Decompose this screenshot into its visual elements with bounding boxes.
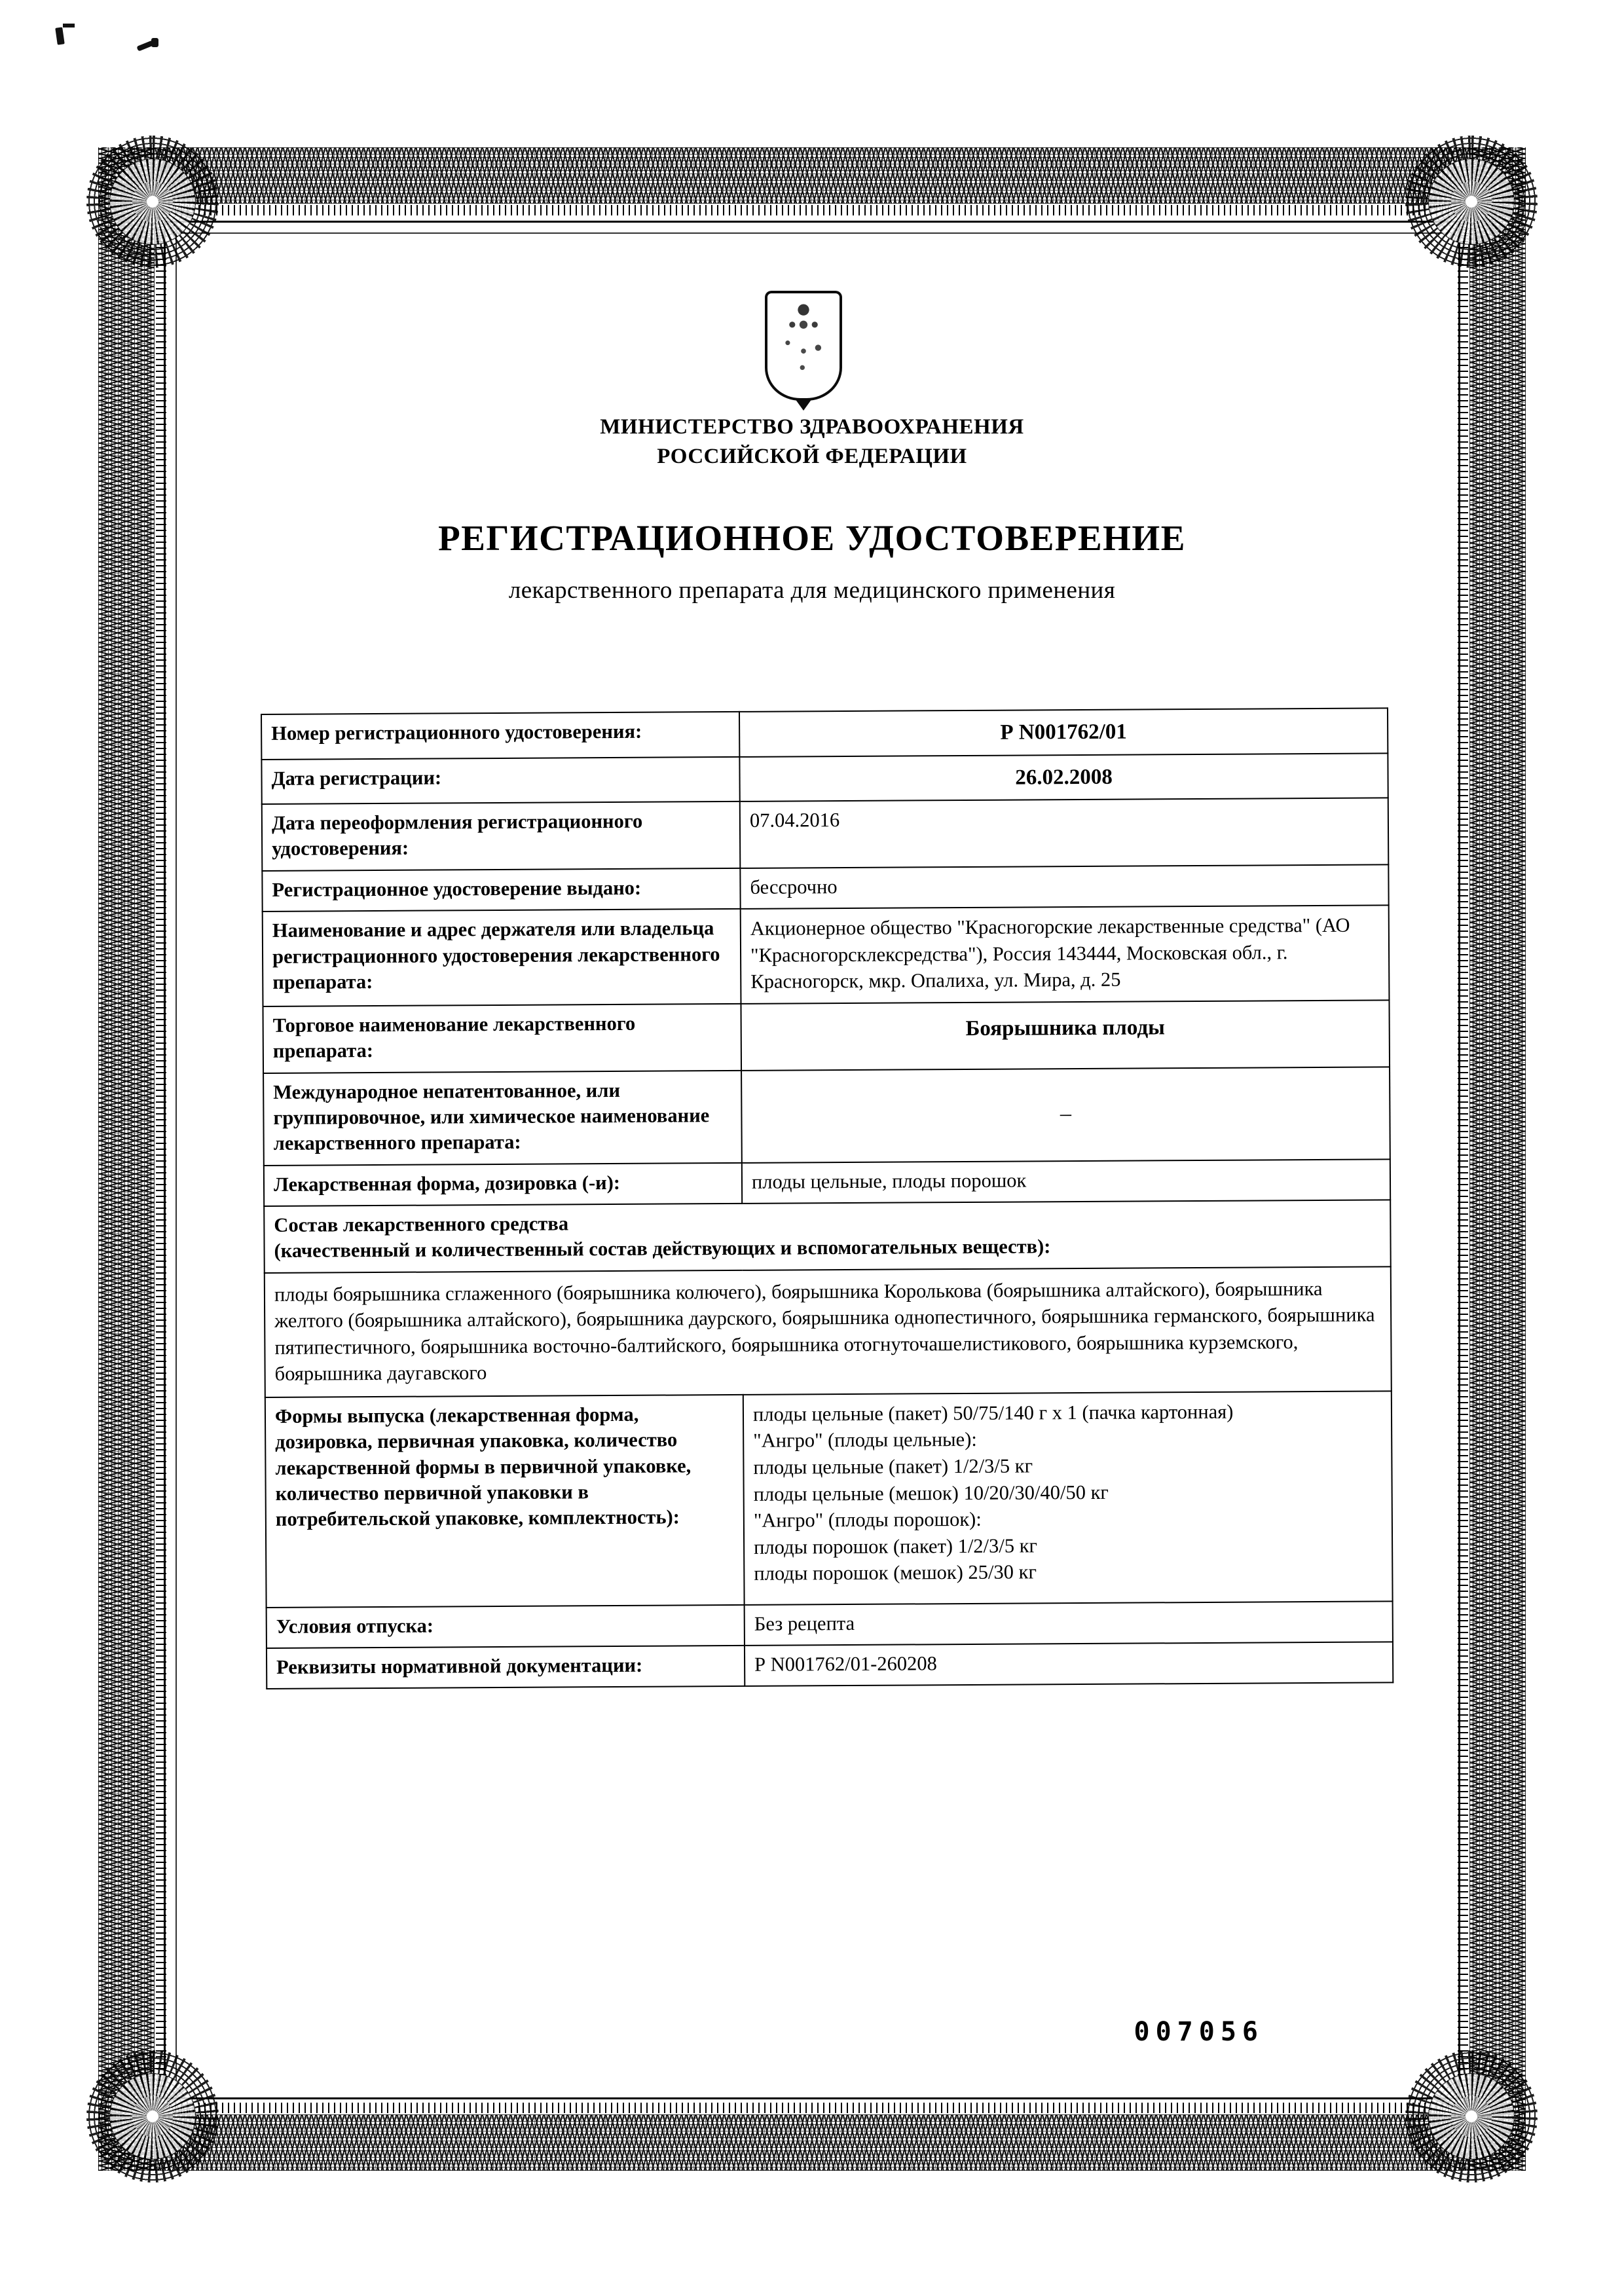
row-label-trade-name: Торговое наименование лекарственного препарата: xyxy=(263,1004,741,1073)
table-row-composition-header xyxy=(264,1200,1391,1272)
packaging-line: плоды цельные (мешок) 10/20/30/40/50 кг xyxy=(753,1481,1109,1505)
packaging-line: плоды порошок (пакет) 1/2/3/5 кг xyxy=(754,1534,1038,1558)
ministry-line-2: РОССИЙСКОЙ ФЕДЕРАЦИИ xyxy=(657,444,967,468)
table-row xyxy=(261,753,1388,804)
table-row xyxy=(263,906,1390,1006)
table-row-composition-body xyxy=(265,1266,1392,1397)
certificate-table xyxy=(261,707,1393,1689)
composition-header-line-2: (качественный и количественный состав действующих и вспомогательных веществ): xyxy=(274,1235,1051,1263)
row-value-reissue-date: 07.04.2016 xyxy=(740,798,1389,868)
row-label-holder: Наименование и адрес держателя или владельца регистрационного удостоверения лекарственного препарата: xyxy=(263,909,741,1006)
table-row xyxy=(261,708,1388,759)
row-label-inn: Международное непатентованное, или группировочное, или химическое наименование лекарственного препарата: xyxy=(263,1070,742,1165)
row-label-validity: Регистрационное удостоверение выдано: xyxy=(262,868,740,912)
packaging-line: "Ангро" (плоды цельные): xyxy=(753,1428,977,1452)
row-value-holder: Акционерное общество "Красногорские лекарственные средства" (АО "Красногорсклексредства"), Россия 143444, Московская обл., г. Красногорск, мкр. Опалиха, ул. Мира, д. 25 xyxy=(741,906,1390,1004)
composition-header-line-1: Состав лекарственного средства xyxy=(274,1212,569,1236)
table-row xyxy=(264,1159,1390,1206)
document-subtitle: лекарственного препарата для медицинского применения xyxy=(508,577,1116,604)
row-value-registration-date: 26.02.2008 xyxy=(739,753,1388,802)
coat-of-arms-icon xyxy=(765,291,842,401)
row-label-registration-date: Дата регистрации: xyxy=(261,756,739,804)
ministry-heading xyxy=(0,413,1624,471)
row-value-validity: бессрочно xyxy=(740,864,1388,909)
row-value-regulatory-doc: Р N001762/01-260208 xyxy=(745,1642,1393,1686)
document-title: РЕГИСТРАЦИОННОЕ УДОСТОВЕРЕНИЕ xyxy=(438,518,1186,558)
row-value-dispensing: Без рецепта xyxy=(745,1601,1393,1646)
row-label-regulatory-doc: Реквизиты нормативной документации: xyxy=(267,1646,745,1689)
table-row xyxy=(263,1000,1390,1073)
packaging-line: "Ангро" (плоды порошок): xyxy=(753,1507,982,1532)
row-label-dosage-form: Лекарственная форма, дозировка (-и): xyxy=(264,1162,742,1206)
composition-header-cell xyxy=(264,1200,1391,1272)
table-row xyxy=(262,864,1388,912)
table-row xyxy=(262,798,1389,871)
packaging-line: плоды цельные (пакет) 50/75/140 г х 1 (пачка картонная) xyxy=(752,1400,1234,1426)
table-row xyxy=(263,1067,1390,1166)
row-value-registration-number: Р N001762/01 xyxy=(739,708,1388,756)
row-value-trade-name: Боярышника плоды xyxy=(741,1000,1390,1070)
row-value-inn: – xyxy=(741,1067,1390,1163)
row-label-registration-number: Номер регистрационного удостоверения: xyxy=(261,712,739,760)
row-value-packaging xyxy=(743,1391,1393,1604)
table-row xyxy=(265,1391,1393,1608)
packaging-line: плоды цельные (пакет) 1/2/3/5 кг xyxy=(753,1454,1033,1479)
packaging-line: плоды порошок (мешок) 25/30 кг xyxy=(754,1560,1037,1585)
ministry-line-1: МИНИСТЕРСТВО ЗДРАВООХРАНЕНИЯ xyxy=(600,415,1024,439)
row-value-dosage-form: плоды цельные, плоды порошок xyxy=(742,1159,1390,1204)
row-label-reissue-date: Дата переоформления регистрационного удостоверения: xyxy=(262,802,741,871)
table-row xyxy=(267,1642,1393,1689)
row-label-packaging: Формы выпуска (лекарственная форма, дозировка, первичная упаковка, количество лекарственной формы в первичной упаковке, количество первичной упаковки в потребительской упаковке, комплектность): xyxy=(265,1395,745,1608)
table-row xyxy=(267,1601,1393,1648)
serial-number: 007056 xyxy=(1134,2017,1264,2047)
composition-text: плоды боярышника сглаженного (боярышника колючего), боярышника Королькова (боярышника алтайского), боярышника желтого (боярышника алтайского), боярышника даурского, боярышника однопестичного, боярышника германского, боярышника пятипестичного, боярышника восточно-балтийского, боярышника отогнуточашелистикового, боярышника курземского, боярышника даугавского xyxy=(265,1266,1392,1397)
row-label-dispensing: Условия отпуска: xyxy=(267,1605,745,1648)
